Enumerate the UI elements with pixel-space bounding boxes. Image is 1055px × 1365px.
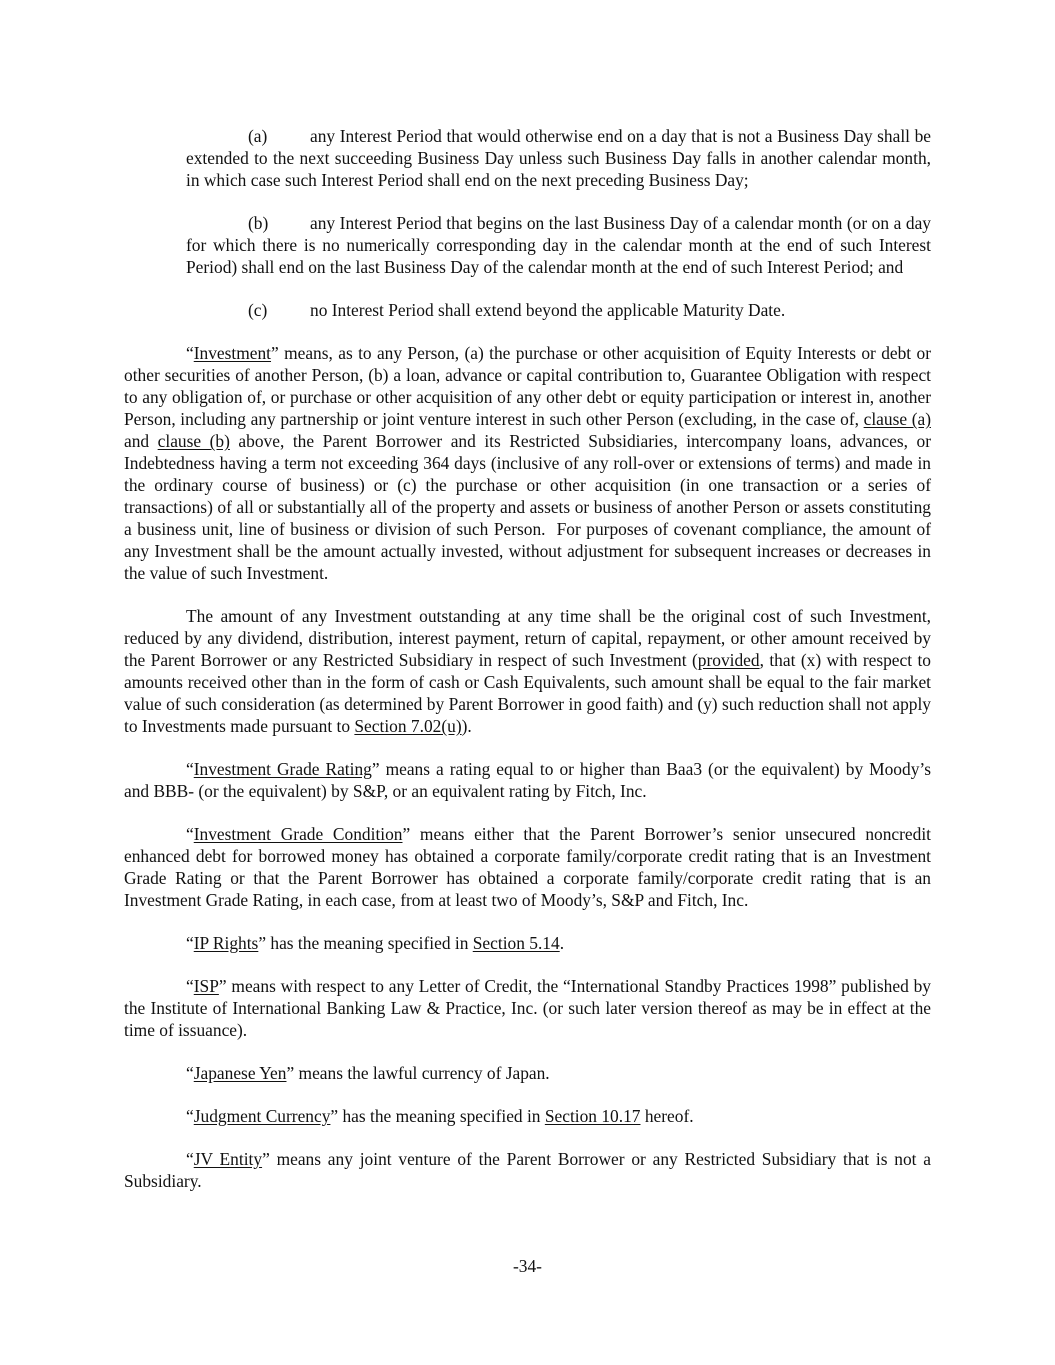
definition-text: ” means a rating equal to or higher than Baa3 (or the equivalent) by Moody’s and BBB- (or the equivalent) by S&P, or an equivalent rating by Fitch, Inc.: [124, 759, 931, 801]
definition-text: ” means with respect to any Letter of Credit, the “International Standby Practices 1998” published by the Institute of International Banking Law & Practice, Inc. (or such later version thereof as may be in effect at the time of issuance).: [124, 976, 931, 1040]
open-quote: “: [186, 759, 194, 779]
page-number: -34-: [513, 1256, 542, 1276]
clause-label: (c): [248, 300, 268, 320]
defined-term: Judgment Currency: [193, 1106, 331, 1126]
section-reference: Section 7.02(u): [354, 716, 462, 736]
defined-term: JV Entity: [193, 1149, 263, 1169]
paragraph-text: ).: [461, 716, 472, 736]
defined-term: Investment Grade Condition: [193, 824, 403, 844]
open-quote: “: [186, 933, 194, 953]
definition-text: hereof.: [640, 1106, 694, 1126]
clause-b: [186, 212, 931, 278]
definition-text: ” means, as to any Person, (a) the purchase or other acquisition of Equity Interests or debt or other securities of another Person, (b) a loan, advance or capital contribution to, Guarantee Obligation with respect to any obligation of, or purchase or other acquisition of any other debt or equity participation or interest in, another Person, including any partnership or joint venture interest in such other Person (excluding, in the case of,: [124, 343, 931, 429]
clause-text: any Interest Period that begins on the last Business Day of a calendar month (or on a day for which there is no numerically corresponding day in the calendar month at the end of such Interest Period) shall end on the last Business Day of the calendar month at the end of such Interest Period; and: [186, 213, 931, 277]
definition-japanese-yen: [124, 1062, 931, 1084]
open-quote: “: [186, 1149, 194, 1169]
clause-a: [186, 125, 931, 191]
definition-jv-entity: [124, 1148, 931, 1192]
open-quote: “: [186, 976, 194, 996]
clause-text: any Interest Period that would otherwise end on a day that is not a Business Day shall be extended to the next succeeding Business Day unless such Business Day falls in another calendar month, in which case such Interest Period shall end on the next preceding Business Day;: [186, 126, 931, 190]
definition-text: ” has the meaning specified in: [258, 933, 473, 953]
document-body: [124, 125, 931, 1213]
clause-label: (b): [248, 213, 269, 233]
clause-text: no Interest Period shall extend beyond the applicable Maturity Date.: [310, 300, 786, 320]
clause-a-reference: clause (a): [863, 409, 931, 429]
definition-ip-rights: [124, 932, 931, 954]
definition-text: ” means either that the Parent Borrower’s senior unsecured noncredit enhanced debt for borrowed money has obtained a corporate family/corporate credit rating that is an Investment Grade Rating or that the Parent Borrower has obtained a corporate family/corporate credit rating that is an Investment Grade Rating, in each case, from at least two of Moody’s, S&P and Fitch, Inc.: [124, 824, 931, 910]
definition-isp: [124, 975, 931, 1041]
investment-amount-paragraph: [124, 605, 931, 737]
defined-term: IP Rights: [193, 933, 259, 953]
definition-text: above, the Parent Borrower and its Restricted Subsidiaries, intercompany loans, advances, or Indebtedness having a term not exceeding 364 days (inclusive of any roll-over or extensions of terms) and made in the ordinary course of business) or (c) the purchase or other acquisition (in one transaction or a series of transactions) of all or substantially all of the property and assets or business of another Person or assets constituting a business unit, line of business or division of such Person. For purposes of covenant compliance, the amount of any Investment shall be the amount actually invested, without adjustment for subsequent increases or decreases in the value of such Investment.: [124, 431, 931, 583]
section-reference: Section 10.17: [544, 1106, 641, 1126]
clause-b-reference: clause (b): [157, 431, 230, 451]
clause-c: [248, 299, 931, 321]
definition-investment: [124, 342, 931, 584]
section-reference: Section 5.14: [472, 933, 560, 953]
definition-text: ” means the lawful currency of Japan.: [286, 1063, 550, 1083]
definition-investment-grade-rating: [124, 758, 931, 802]
paragraph-text: The amount of any Investment outstanding at any time shall be the original cost of such Investment, reduced by any dividend, distribution, interest payment, return of capital, repayment, or other amount received by the Parent Borrower or any Restricted Subsidiary in respect of such Investment (: [124, 606, 931, 670]
definition-text: ” means any joint venture of the Parent Borrower or any Restricted Subsidiary that is not a Subsidiary.: [124, 1149, 932, 1191]
definition-text: and: [124, 431, 158, 451]
definition-text: ” has the meaning specified in: [330, 1106, 545, 1126]
clause-label: (a): [248, 126, 268, 146]
open-quote: “: [186, 1106, 194, 1126]
definition-investment-grade-condition: [124, 823, 931, 911]
open-quote: “: [186, 824, 194, 844]
paragraph-text: , that (x) with respect to amounts received other than in the form of cash or Cash Equivalents, such amount shall be equal to the fair market value of such consideration (as determined by Parent Borrower in good faith) and (y) such reduction shall not apply to Investments made pursuant to: [124, 650, 931, 736]
defined-term: ISP: [193, 976, 219, 996]
open-quote: “: [186, 1063, 194, 1083]
defined-term: Investment Grade Rating: [193, 759, 372, 779]
open-quote: “: [186, 343, 194, 363]
provided-term: provided: [697, 650, 760, 670]
definition-judgment-currency: [124, 1105, 931, 1127]
defined-term: Japanese Yen: [193, 1063, 287, 1083]
defined-term: Investment: [193, 343, 272, 363]
definition-text: .: [559, 933, 565, 953]
